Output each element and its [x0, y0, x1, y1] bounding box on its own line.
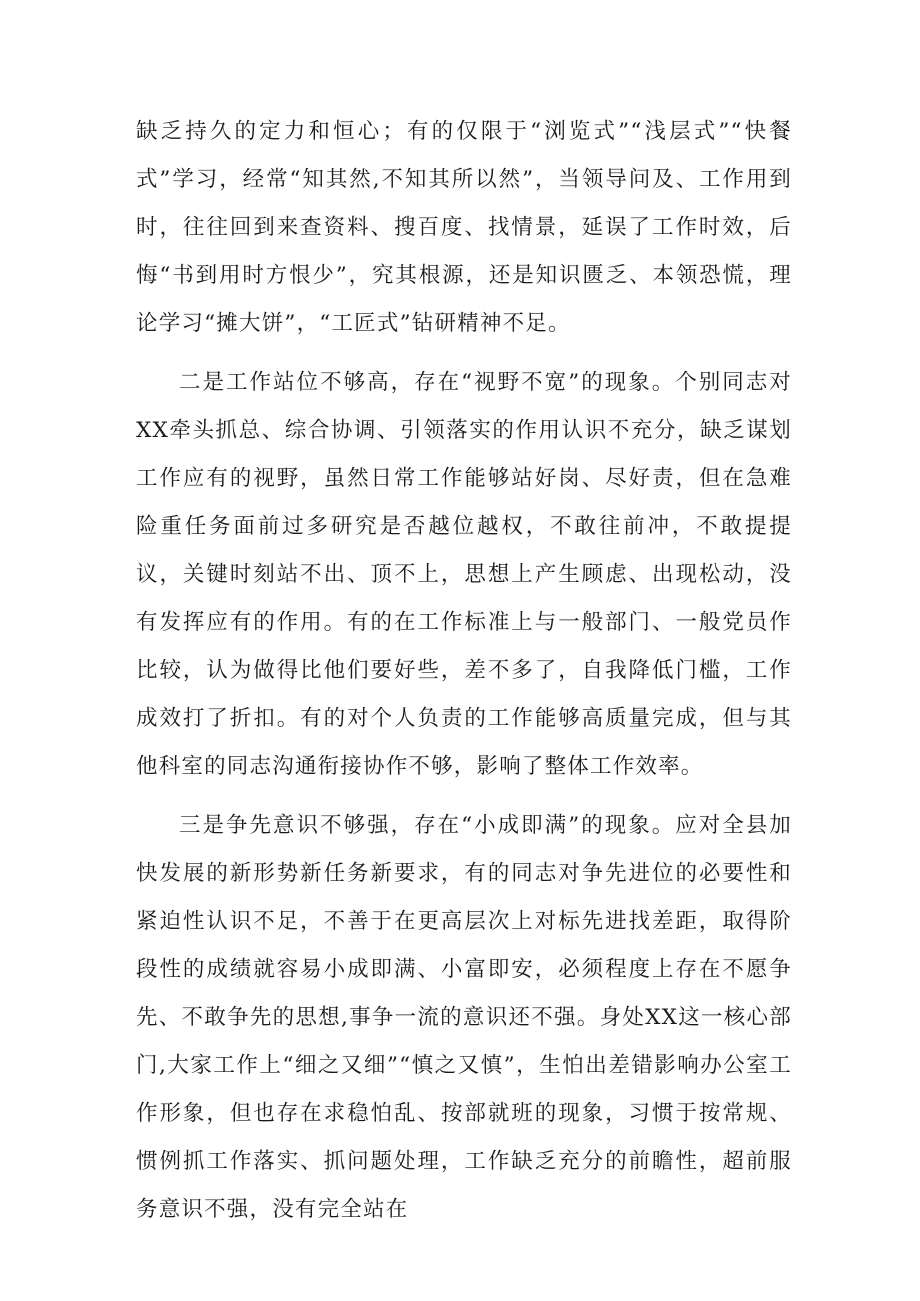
paragraph-third-point: 三是争先意识不够强，存在“小成即满”的现象。应对全县加快发展的新形势新任务新要求，有的同志对争先进位的必要性和紧迫性认识不足，不善于在更高层次上对标先进找差距，取得阶段性的成绩就容易小成即满、小富即安，必须程度上存在不愿争先、不敢争先的思想,事争一流的意识还不强。身处XX这一核心部门,大家工作上“细之又细”“慎之又慎”，生怕出差错影响办公室工作形象，但也存在求稳怕乱、按部就班的现象，习惯于按常规、惯例抓工作落实、抓问题处理，工作缺乏充分的前瞻性，超前服务意识不强，没有完全站在: [136, 813, 792, 1222]
document-body: [136, 108, 792, 1245]
paragraph-second-point: 二是工作站位不够高，存在“视野不宽”的现象。个别同志对XX牵头抓总、综合协调、引领落实的作用认识不充分，缺乏谋划工作应有的视野，虽然日常工作能够站好岗、尽好责，但在急难险重任务面前过多研究是否越位越权，不敢往前冲，不敢提提议，关键时刻站不出、顶不上，思想上产生顾虑、出现松动，没有发挥应有的作用。有的在工作标准上与一般部门、一般党员作比较，认为做得比他们要好些，差不多了，自我降低门槛，工作成效打了折扣。有的对个人负责的工作能够高质量完成，但与其他科室的同志沟通衔接协作不够，影响了整体工作效率。: [136, 370, 792, 779]
paragraph-continuation: 缺乏持久的定力和恒心；有的仅限于“浏览式”“浅层式”“快餐式”学习，经常“知其然,不知其所以然”，当领导问及、工作用到时，往往回到来查资料、搜百度、找情景，延误了工作时效，后悔“书到用时方恨少”，究其根源，还是知识匮乏、本领恐慌，理论学习“摊大饼”，“工匠式”钻研精神不足。: [136, 119, 792, 336]
